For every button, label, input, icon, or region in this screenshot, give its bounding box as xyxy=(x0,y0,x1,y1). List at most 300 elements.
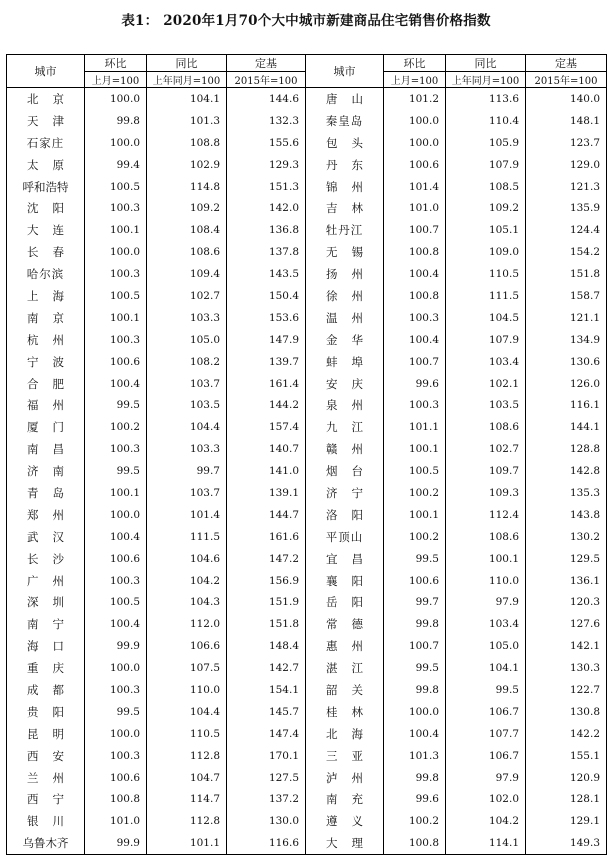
table-row xyxy=(7,679,607,701)
base-cell-right: 116.1 xyxy=(526,394,607,416)
base-cell-right: 158.7 xyxy=(526,285,607,307)
city-cell-right xyxy=(306,679,384,701)
city-name: 岳阳 xyxy=(326,595,377,610)
base-cell-left: 156.9 xyxy=(227,570,306,592)
city-name: 哈尔滨 xyxy=(26,267,65,282)
city-cell-left xyxy=(7,197,85,219)
mom-cell-left: 100.1 xyxy=(85,219,147,241)
city-cell-right xyxy=(306,548,384,570)
base-cell-left: 148.4 xyxy=(227,635,306,657)
table-row xyxy=(7,548,607,570)
base-cell-left: 157.4 xyxy=(227,416,306,438)
mom-cell-left: 100.1 xyxy=(85,307,147,329)
city-cell-right xyxy=(306,570,384,592)
yoy-cell-right: 114.1 xyxy=(446,832,526,854)
mom-cell-right: 100.5 xyxy=(384,460,446,482)
yoy-cell-right: 99.5 xyxy=(446,679,526,701)
table-row xyxy=(7,351,607,373)
base-subheader-left: 2015年=100 xyxy=(227,72,306,88)
mom-cell-left: 100.3 xyxy=(85,197,147,219)
base-cell-right: 135.3 xyxy=(526,482,607,504)
city-cell-right xyxy=(306,88,384,110)
city-name: 南宁 xyxy=(27,617,78,632)
base-cell-left: 147.9 xyxy=(227,329,306,351)
yoy-cell-left: 108.8 xyxy=(147,132,227,154)
mom-cell-right: 99.8 xyxy=(384,613,446,635)
yoy-header-right: 同比 xyxy=(446,55,526,72)
base-cell-left: 147.4 xyxy=(227,723,306,745)
city-cell-left xyxy=(7,460,85,482)
mom-cell-right: 100.2 xyxy=(384,810,446,832)
mom-cell-right: 101.0 xyxy=(384,197,446,219)
mom-cell-left: 100.3 xyxy=(85,329,147,351)
table-row xyxy=(7,110,607,132)
city-name: 长春 xyxy=(27,245,78,260)
base-header-left: 定基 xyxy=(227,55,306,72)
city-cell-left xyxy=(7,723,85,745)
mom-cell-right: 99.6 xyxy=(384,373,446,395)
base-cell-left: 144.6 xyxy=(227,88,306,110)
mom-cell-right: 100.2 xyxy=(384,526,446,548)
mom-header-left: 环比 xyxy=(85,55,147,72)
base-cell-right: 126.0 xyxy=(526,373,607,395)
city-cell-left xyxy=(7,416,85,438)
mom-cell-right: 100.4 xyxy=(384,723,446,745)
city-name: 大连 xyxy=(27,223,78,238)
base-cell-left: 142.0 xyxy=(227,197,306,219)
city-cell-right xyxy=(306,176,384,198)
city-name: 银川 xyxy=(27,814,78,829)
yoy-cell-left: 114.7 xyxy=(147,789,227,811)
city-name: 徐州 xyxy=(326,288,377,303)
mom-cell-left: 100.4 xyxy=(85,613,147,635)
table-row xyxy=(7,285,607,307)
mom-cell-right: 101.4 xyxy=(384,176,446,198)
yoy-cell-right: 112.4 xyxy=(446,504,526,526)
base-cell-left: 143.5 xyxy=(227,263,306,285)
mom-cell-right: 100.0 xyxy=(384,132,446,154)
yoy-cell-right: 110.0 xyxy=(446,570,526,592)
city-cell-right xyxy=(306,219,384,241)
base-cell-right: 123.7 xyxy=(526,132,607,154)
city-name: 桂林 xyxy=(326,704,377,719)
yoy-cell-left: 101.4 xyxy=(147,504,227,526)
city-name: 平顶山 xyxy=(325,529,364,544)
yoy-cell-left: 99.7 xyxy=(147,460,227,482)
mom-cell-right: 99.5 xyxy=(384,548,446,570)
city-name: 烟台 xyxy=(326,464,377,479)
base-cell-right: 130.8 xyxy=(526,701,607,723)
city-cell-left xyxy=(7,373,85,395)
mom-cell-right: 99.8 xyxy=(384,679,446,701)
city-name: 南充 xyxy=(326,792,377,807)
table-row xyxy=(7,263,607,285)
mom-cell-left: 101.0 xyxy=(85,810,147,832)
city-name: 西安 xyxy=(27,748,78,763)
yoy-cell-right: 102.1 xyxy=(446,373,526,395)
table-row xyxy=(7,460,607,482)
city-cell-left xyxy=(7,635,85,657)
base-cell-left: 141.0 xyxy=(227,460,306,482)
table-body xyxy=(7,88,607,855)
yoy-cell-left: 108.6 xyxy=(147,241,227,263)
city-cell-left xyxy=(7,482,85,504)
city-name: 石家庄 xyxy=(26,135,65,150)
mom-cell-left: 99.5 xyxy=(85,460,147,482)
mom-cell-left: 100.0 xyxy=(85,88,147,110)
mom-cell-right: 100.6 xyxy=(384,154,446,176)
table-row xyxy=(7,832,607,854)
city-cell-right xyxy=(306,657,384,679)
city-cell-right xyxy=(306,810,384,832)
city-cell-right xyxy=(306,789,384,811)
mom-cell-right: 100.6 xyxy=(384,570,446,592)
mom-cell-right: 100.1 xyxy=(384,504,446,526)
mom-cell-right: 99.8 xyxy=(384,767,446,789)
city-name: 韶关 xyxy=(326,682,377,697)
yoy-cell-right: 111.5 xyxy=(446,285,526,307)
mom-cell-right: 100.7 xyxy=(384,219,446,241)
yoy-cell-right: 109.7 xyxy=(446,460,526,482)
base-cell-right: 130.2 xyxy=(526,526,607,548)
city-cell-left xyxy=(7,504,85,526)
city-cell-left xyxy=(7,176,85,198)
mom-subheader-right: 上月=100 xyxy=(384,72,446,88)
yoy-cell-right: 104.2 xyxy=(446,810,526,832)
mom-cell-right: 100.3 xyxy=(384,307,446,329)
yoy-cell-right: 109.3 xyxy=(446,482,526,504)
city-name: 包头 xyxy=(326,135,377,150)
base-cell-right: 135.9 xyxy=(526,197,607,219)
yoy-cell-right: 109.0 xyxy=(446,241,526,263)
yoy-cell-right: 113.6 xyxy=(446,88,526,110)
city-name: 乌鲁木齐 xyxy=(22,836,69,851)
table-row xyxy=(7,723,607,745)
yoy-cell-left: 104.4 xyxy=(147,701,227,723)
base-cell-left: 161.4 xyxy=(227,373,306,395)
city-cell-right xyxy=(306,438,384,460)
base-cell-right: 129.5 xyxy=(526,548,607,570)
city-name: 洛阳 xyxy=(326,507,377,522)
city-header-left: 城市 xyxy=(7,55,85,88)
yoy-cell-right: 103.5 xyxy=(446,394,526,416)
mom-cell-left: 100.0 xyxy=(85,657,147,679)
base-cell-right: 129.1 xyxy=(526,810,607,832)
yoy-cell-left: 111.5 xyxy=(147,526,227,548)
yoy-cell-right: 102.0 xyxy=(446,789,526,811)
city-name: 天津 xyxy=(27,113,78,128)
city-cell-right xyxy=(306,263,384,285)
city-name: 湛江 xyxy=(326,661,377,676)
city-name: 北海 xyxy=(326,726,377,741)
city-name: 泉州 xyxy=(326,398,377,413)
yoy-cell-right: 105.9 xyxy=(446,132,526,154)
city-cell-left xyxy=(7,438,85,460)
city-cell-left xyxy=(7,307,85,329)
mom-cell-left: 100.3 xyxy=(85,745,147,767)
table-row xyxy=(7,241,607,263)
yoy-cell-right: 107.9 xyxy=(446,154,526,176)
yoy-cell-left: 110.0 xyxy=(147,679,227,701)
mom-cell-left: 100.5 xyxy=(85,285,147,307)
city-name: 昆明 xyxy=(27,726,78,741)
base-cell-left: 147.2 xyxy=(227,548,306,570)
base-cell-right: 148.1 xyxy=(526,110,607,132)
city-name: 西宁 xyxy=(27,792,78,807)
city-name: 重庆 xyxy=(27,661,78,676)
base-cell-right: 151.8 xyxy=(526,263,607,285)
city-name: 南昌 xyxy=(27,442,78,457)
city-cell-left xyxy=(7,88,85,110)
base-cell-right: 134.9 xyxy=(526,329,607,351)
city-cell-right xyxy=(306,613,384,635)
mom-cell-left: 100.3 xyxy=(85,679,147,701)
base-cell-left: 144.7 xyxy=(227,504,306,526)
yoy-cell-left: 106.6 xyxy=(147,635,227,657)
city-cell-left xyxy=(7,679,85,701)
yoy-subheader-right: 上年同月=100 xyxy=(446,72,526,88)
mom-cell-left: 100.6 xyxy=(85,767,147,789)
base-cell-left: 130.0 xyxy=(227,810,306,832)
base-cell-left: 151.3 xyxy=(227,176,306,198)
city-cell-left xyxy=(7,613,85,635)
city-cell-left xyxy=(7,219,85,241)
table-row xyxy=(7,657,607,679)
mom-cell-left: 100.0 xyxy=(85,723,147,745)
city-cell-left xyxy=(7,110,85,132)
city-cell-left xyxy=(7,767,85,789)
yoy-cell-left: 112.8 xyxy=(147,810,227,832)
mom-cell-left: 100.0 xyxy=(85,132,147,154)
city-cell-right xyxy=(306,285,384,307)
table-row xyxy=(7,591,607,613)
yoy-cell-right: 107.9 xyxy=(446,329,526,351)
city-name: 厦门 xyxy=(27,420,78,435)
table-row xyxy=(7,570,607,592)
base-cell-right: 128.8 xyxy=(526,438,607,460)
yoy-cell-left: 103.3 xyxy=(147,307,227,329)
yoy-cell-left: 105.0 xyxy=(147,329,227,351)
city-cell-left xyxy=(7,132,85,154)
city-name: 呼和浩特 xyxy=(22,179,69,194)
mom-cell-right: 99.6 xyxy=(384,789,446,811)
table-row xyxy=(7,526,607,548)
mom-cell-left: 100.6 xyxy=(85,351,147,373)
mom-cell-right: 100.8 xyxy=(384,832,446,854)
city-name: 贵阳 xyxy=(27,704,78,719)
yoy-cell-left: 109.2 xyxy=(147,197,227,219)
base-cell-left: 155.6 xyxy=(227,132,306,154)
city-name: 锦州 xyxy=(326,179,377,194)
base-cell-right: 121.3 xyxy=(526,176,607,198)
city-name: 北京 xyxy=(27,91,78,106)
table-row xyxy=(7,701,607,723)
base-cell-left: 154.1 xyxy=(227,679,306,701)
city-cell-left xyxy=(7,701,85,723)
mom-cell-left: 99.9 xyxy=(85,635,147,657)
yoy-cell-left: 108.2 xyxy=(147,351,227,373)
table-row xyxy=(7,767,607,789)
city-name: 牡丹江 xyxy=(325,223,364,238)
city-name: 金华 xyxy=(326,332,377,347)
yoy-cell-right: 100.1 xyxy=(446,548,526,570)
mom-cell-left: 99.8 xyxy=(85,110,147,132)
base-cell-right: 142.8 xyxy=(526,460,607,482)
table-row xyxy=(7,482,607,504)
base-cell-left: 129.3 xyxy=(227,154,306,176)
city-cell-right xyxy=(306,416,384,438)
base-cell-left: 151.9 xyxy=(227,591,306,613)
mom-cell-left: 100.5 xyxy=(85,176,147,198)
table-row xyxy=(7,197,607,219)
mom-cell-right: 100.4 xyxy=(384,329,446,351)
mom-subheader-left: 上月=100 xyxy=(85,72,147,88)
yoy-cell-right: 110.5 xyxy=(446,263,526,285)
mom-cell-right: 100.8 xyxy=(384,241,446,263)
yoy-cell-right: 104.1 xyxy=(446,657,526,679)
base-cell-right: 129.0 xyxy=(526,154,607,176)
table-row xyxy=(7,132,607,154)
city-cell-right xyxy=(306,110,384,132)
yoy-cell-right: 106.7 xyxy=(446,745,526,767)
yoy-cell-left: 108.4 xyxy=(147,219,227,241)
mom-cell-right: 100.1 xyxy=(384,438,446,460)
table-row xyxy=(7,745,607,767)
mom-cell-right: 100.7 xyxy=(384,635,446,657)
yoy-cell-left: 101.1 xyxy=(147,832,227,854)
base-cell-right: 142.1 xyxy=(526,635,607,657)
city-cell-left xyxy=(7,285,85,307)
table-title: 表1： 2020年1月70个大中城市新建商品住宅销售价格指数 xyxy=(121,13,491,29)
yoy-cell-left: 104.6 xyxy=(147,548,227,570)
mom-cell-left: 100.3 xyxy=(85,570,147,592)
city-name: 济宁 xyxy=(326,485,377,500)
yoy-cell-left: 104.7 xyxy=(147,767,227,789)
city-cell-left xyxy=(7,154,85,176)
yoy-cell-left: 109.4 xyxy=(147,263,227,285)
city-header-right: 城市 xyxy=(306,55,384,88)
base-cell-left: 144.2 xyxy=(227,394,306,416)
yoy-cell-left: 104.3 xyxy=(147,591,227,613)
city-name: 安庆 xyxy=(326,376,377,391)
mom-cell-right: 101.2 xyxy=(384,88,446,110)
base-cell-left: 140.7 xyxy=(227,438,306,460)
mom-cell-left: 100.6 xyxy=(85,548,147,570)
yoy-cell-right: 105.0 xyxy=(446,635,526,657)
yoy-cell-left: 103.7 xyxy=(147,482,227,504)
base-cell-left: 137.8 xyxy=(227,241,306,263)
city-cell-left xyxy=(7,351,85,373)
yoy-cell-right: 103.4 xyxy=(446,351,526,373)
base-cell-left: 170.1 xyxy=(227,745,306,767)
city-name: 杭州 xyxy=(27,332,78,347)
table-row xyxy=(7,438,607,460)
base-cell-left: 161.6 xyxy=(227,526,306,548)
base-cell-left: 139.7 xyxy=(227,351,306,373)
city-name: 扬州 xyxy=(326,267,377,282)
base-cell-right: 149.3 xyxy=(526,832,607,854)
city-name: 广州 xyxy=(27,573,78,588)
mom-cell-left: 100.2 xyxy=(85,416,147,438)
yoy-cell-left: 107.5 xyxy=(147,657,227,679)
city-name: 武汉 xyxy=(27,529,78,544)
base-cell-right: 122.7 xyxy=(526,679,607,701)
city-name: 太原 xyxy=(27,157,78,172)
yoy-cell-left: 112.0 xyxy=(147,613,227,635)
base-cell-right: 124.4 xyxy=(526,219,607,241)
city-name: 大理 xyxy=(326,836,377,851)
table-row xyxy=(7,613,607,635)
city-name: 郑州 xyxy=(27,507,78,522)
city-cell-right xyxy=(306,526,384,548)
base-cell-left: 137.2 xyxy=(227,789,306,811)
base-cell-left: 142.7 xyxy=(227,657,306,679)
mom-cell-left: 100.0 xyxy=(85,504,147,526)
yoy-cell-right: 107.7 xyxy=(446,723,526,745)
city-name: 常德 xyxy=(326,617,377,632)
mom-cell-left: 99.5 xyxy=(85,701,147,723)
city-cell-left xyxy=(7,548,85,570)
city-name: 九江 xyxy=(326,420,377,435)
yoy-cell-left: 114.8 xyxy=(147,176,227,198)
city-cell-right xyxy=(306,307,384,329)
table-row xyxy=(7,416,607,438)
base-cell-left: 132.3 xyxy=(227,110,306,132)
city-cell-left xyxy=(7,832,85,854)
yoy-cell-right: 97.9 xyxy=(446,591,526,613)
base-cell-left: 116.6 xyxy=(227,832,306,854)
mom-cell-right: 101.3 xyxy=(384,745,446,767)
base-cell-right: 142.2 xyxy=(526,723,607,745)
base-cell-right: 143.8 xyxy=(526,504,607,526)
city-cell-left xyxy=(7,263,85,285)
yoy-cell-left: 110.5 xyxy=(147,723,227,745)
table-row xyxy=(7,810,607,832)
city-name: 遵义 xyxy=(326,814,377,829)
city-cell-right xyxy=(306,329,384,351)
yoy-cell-right: 108.6 xyxy=(446,526,526,548)
city-cell-right xyxy=(306,394,384,416)
base-cell-right: 127.6 xyxy=(526,613,607,635)
mom-cell-left: 100.5 xyxy=(85,591,147,613)
city-name: 济南 xyxy=(27,464,78,479)
yoy-cell-right: 97.9 xyxy=(446,767,526,789)
mom-cell-right: 99.5 xyxy=(384,657,446,679)
table-row xyxy=(7,635,607,657)
base-cell-right: 130.6 xyxy=(526,351,607,373)
yoy-cell-left: 104.4 xyxy=(147,416,227,438)
mom-cell-left: 99.4 xyxy=(85,154,147,176)
table-row xyxy=(7,329,607,351)
city-name: 沈阳 xyxy=(27,201,78,216)
city-cell-left xyxy=(7,789,85,811)
city-name: 三亚 xyxy=(326,748,377,763)
city-cell-right xyxy=(306,723,384,745)
base-cell-right: 154.2 xyxy=(526,241,607,263)
city-cell-right xyxy=(306,832,384,854)
yoy-subheader-left: 上年同月=100 xyxy=(147,72,227,88)
mom-cell-right: 100.7 xyxy=(384,351,446,373)
base-cell-left: 150.4 xyxy=(227,285,306,307)
yoy-cell-left: 103.7 xyxy=(147,373,227,395)
city-cell-left xyxy=(7,745,85,767)
city-name: 无锡 xyxy=(326,245,377,260)
table-row xyxy=(7,154,607,176)
city-cell-right xyxy=(306,591,384,613)
mom-cell-right: 100.0 xyxy=(384,110,446,132)
mom-cell-right: 100.0 xyxy=(384,701,446,723)
table-row xyxy=(7,394,607,416)
